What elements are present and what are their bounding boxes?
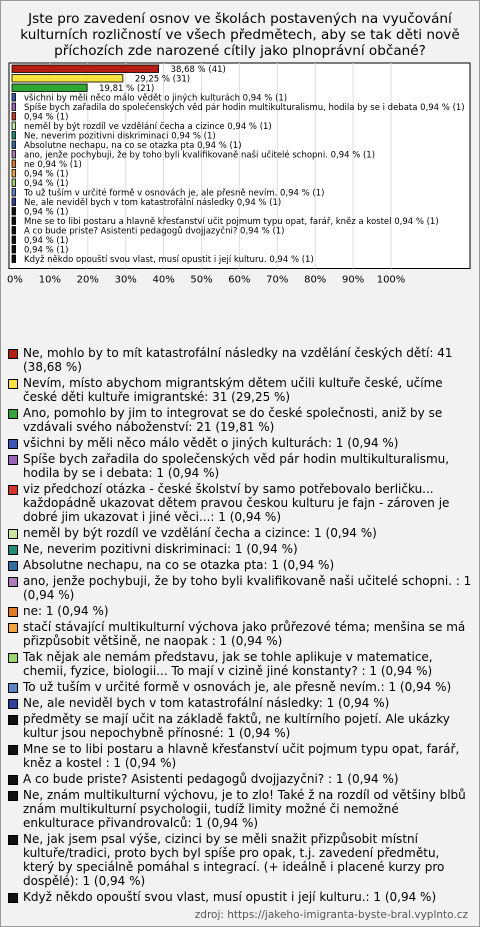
x-tick-label: 10% [38,274,62,286]
legend-swatch [8,653,18,663]
legend-swatch [8,455,18,465]
bar-label: To už tuším v určité formě v osnovách je, ale přesně nevím. 0,94 % (1) [24,188,325,199]
bar-label: 0,94 % (1) [24,245,69,256]
legend-label: Absolutne nechapu, na co se otazka pta: 1 (0,94 %) [23,558,335,572]
x-tick-label: 30% [114,274,137,286]
bar-label: Ne, neverim pozitivni diskriminaci 0,94 % (1) [24,131,216,142]
bar-label: všichni by měli něco málo vědět o jiných kulturách 0,94 % (1) [24,93,288,104]
legend-swatch [8,529,18,539]
legend-item [8,376,472,404]
legend-label: Spíše bych zařadila do společenských věd pár hodin multikulturalismu, hodila by se i debata: 1 (0,94 %) [23,452,450,480]
x-tick-label: 100% [376,274,406,286]
legend-label: předměty se mají učit na základě faktů, ne kultírního pojetí. Ale ukázky kultur jsou nepochybně přínosné: 1 (0,94 %) [23,712,450,740]
legend-swatch [8,607,18,617]
legend-label: ne: 1 (0,94 %) [23,604,109,618]
bar [12,84,87,92]
legend-swatch [8,715,18,725]
x-tick-label: 60% [228,274,251,286]
legend-item [8,832,472,888]
legend-item [8,558,472,572]
bar [12,179,16,187]
legend-swatch [8,791,18,801]
x-tick-label: 20% [76,274,99,286]
source-note: zdroj: https://jakeho-imigranta-byste-bral.vyplnto.cz [194,909,468,921]
bar-label: neměl by být rozdíl ve vzdělání čecha a cizince 0,94 % (1) [24,122,272,132]
x-tick-label: 40% [152,274,175,286]
bar [12,236,16,244]
bar-label: Absolutne nechapu, na co se otazka pta 0,94 % (1) [24,141,242,151]
bar-label: 0,94 % (1) [24,236,69,246]
legend-item [8,650,472,678]
bar-label: 0,94 % (1) [24,207,69,218]
bar-label: 0,94 % (1) [24,112,69,123]
bar [12,160,16,168]
legend-swatch [8,623,18,633]
bar [12,246,16,254]
bar-label: Mne se to libi postaru a hlavně křesťanství učit pojmum typu opat, farář, kněz a kostel 0,94 % (1) [24,217,439,227]
bar-label: ano, jenže pochybuji, že by toho byli kvalifikovaně naši učitelé schopni. 0,94 % (1) [24,150,376,161]
legend-swatch [8,409,18,419]
bar-label: Ne, ale neviděl bych v tom katastrofální následky 0,94 % (1) [24,198,282,208]
bar [12,208,16,216]
legend-label: To už tuším v určité formě v osnovách je, ale přesně nevím.: 1 (0,94 %) [23,680,452,694]
legend-item [8,620,472,648]
x-tick-label: 80% [304,274,327,286]
legend-item [8,712,472,740]
bar [12,151,16,159]
legend-item [8,526,472,540]
legend-label: stačí stávající multikulturní výchova jako průřezové téma; menšina se má přizpůsobit většině, ne naopak : 1 (0,94 %) [23,620,466,648]
legend-label: Nevím, místo abychom migrantským dětem učili kultuře české, učíme české děti kultuře imigrantské: 31 (29,25 %) [23,376,443,404]
legend-swatch [8,485,18,495]
legend-label: Mne se to libi postaru a hlavně křesťanství učit pojmum typu opat, farář, kněz a kostel : 1 (0,94 %) [23,742,460,770]
bar [12,132,16,140]
legend-swatch [8,561,18,571]
legend-swatch [8,349,18,359]
legend-label: ano, jenže pochybuji, že by toho byli kvalifikovaně naši učitelé schopni. : 1 (0,94 %) [23,574,472,602]
legend-swatch [8,683,18,693]
legend-item [8,346,472,374]
legend-item [8,680,472,694]
legend-label: neměl by být rozdíl ve vzdělání čecha a cizince: 1 (0,94 %) [23,526,377,540]
legend-label: Ano, pomohlo by jim to integrovat se do české společnosti, aniž by se vzdávali svého náboženství: 21 (19,81 %) [23,406,443,434]
legend-label: viz předchozí otázka - české školství by samo potřebovalo berličku... každopádně ukazovat dětem pravou českou kulturu je fajn - zároven je dobré jim ukazovat i jiné věci...: 1 (0,94 %) [23,482,450,524]
legend-item [8,452,472,480]
legend-swatch [8,699,18,709]
value-label: 38,68 % (41) [170,65,226,75]
legend-item [8,742,472,770]
value-label: 29,25 % (31) [134,74,191,85]
legend-swatch [8,439,18,449]
bar [12,217,16,225]
legend-label: Ne, znám multikulturní výchovu, je to zlo! Také ž na rozdíl od většiny blbů znám multikulturní psychologii, tudíž limity možné či nemožné enkulturace přivandrovalců: 1 (0,94 %) [23,788,466,830]
legend-item [8,542,472,556]
bar [12,122,16,130]
legend-item [8,574,472,602]
bar [12,255,16,263]
bar [12,227,16,235]
legend-item [8,604,472,618]
legend-label: Když někdo opouští svou vlast, musí opustit i její kulturu.: 1 (0,94 %) [23,890,437,904]
legend-item [8,482,472,524]
legend-label: Ne, ale neviděl bych v tom katastrofální následky: 1 (0,94 %) [23,696,390,710]
bar [12,75,123,83]
bar-label: Spíše bych zařadila do společenských věd pár hodin multikulturalismu, hodila by se i debata 0,94 % (1) [24,103,465,113]
legend-item [8,436,472,450]
bar [12,65,159,73]
legend-label: Ne, mohlo by to mít katastrofální následky na vzdělání českých dětí: 41 (38,68 %) [23,346,453,374]
legend-swatch [8,379,18,389]
x-tick-label: 90% [341,274,365,286]
value-label: 19,81 % (21) [99,84,155,94]
bar-label: 0,94 % (1) [24,179,69,189]
bar-label: A co bude priste? Asistenti pedagogů dvojjazyčni? 0,94 % (1) [24,226,285,237]
bar [12,113,16,121]
legend-item [8,788,472,830]
legend-item [8,890,472,904]
bar-chart [0,0,480,340]
legend-label: všichni by měli něco málo vědět o jiných kulturách: 1 (0,94 %) [23,436,399,450]
legend-swatch [8,745,18,755]
x-tick-label: 50% [190,274,213,286]
legend-swatch [8,893,18,903]
legend-item [8,696,472,710]
chart-title: Jste pro zavedení osnov ve školách postavených na vyučování kulturních rozličností ve všech předmětech, aby se tak děti nově příchozích zde narozené cítily jako plnoprávní občané? [20,11,460,59]
bar [12,198,16,206]
bar-label: Když někdo opouští svou vlast, musí opustit i její kulturu. 0,94 % (1) [24,255,314,265]
legend-item [8,772,472,786]
legend-label: A co bude priste? Asistenti pedagogů dvojjazyčni? : 1 (0,94 %) [23,772,399,786]
bar [12,189,16,197]
bar [12,170,16,178]
legend-item [8,406,472,434]
bar-label: ne 0,94 % (1) [24,160,82,170]
bar [12,94,16,102]
legend-swatch [8,577,18,587]
bar [12,141,16,149]
legend-label: Tak nějak ale nemám představu, jak se tohle aplikuje v matematice, chemii, fyzice, biologii... To mají v cizině jiné konstanty? : 1 (0,94 %) [23,650,433,678]
legend-label: Ne, neverim pozitivni diskriminaci: 1 (0,94 %) [23,542,298,556]
bar [12,103,16,111]
legend-swatch [8,835,18,845]
legend-swatch [8,775,18,785]
legend-label: Ne, jak jsem psal výše, cizinci by se měli snažit přizpůsobit místní kultuře/tradici, proto bych byl spíše pro opak, t.j. zavedení předmětu, který by speciálně pomáhal s integrací. (+ ideálně i placené kurzy pro dospělé): 1 (0,94 %) [23,832,445,888]
x-tick-label: 70% [266,274,289,286]
legend-swatch [8,545,18,555]
bar-label: 0,94 % (1) [24,169,69,180]
x-tick-label: 0% [7,274,23,286]
legend [8,346,472,906]
